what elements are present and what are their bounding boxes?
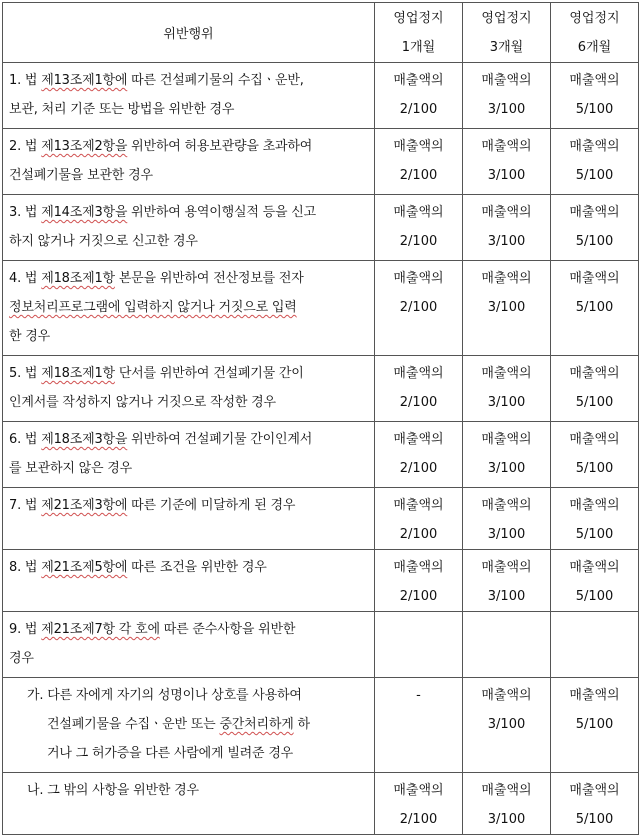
penalty-6-month: 매출액의 5/100 [551,129,639,195]
penalty-6-month: 매출액의 5/100 [551,678,639,773]
penalty-6-month: 매출액의 5/100 [551,63,639,129]
penalty-6-month: 매출액의 5/100 [551,422,639,488]
penalty-3-month: 매출액의 3/100 [463,773,551,835]
table-row [3,550,639,612]
penalty-3-month: 매출액의 3/100 [463,63,551,129]
penalty-1-month: 매출액의 2/100 [375,422,463,488]
penalty-1-month: - [375,678,463,773]
violation-cell: 7. 법 제21조제3항에 따른 기준에 미달하게 된 경우 [3,488,375,550]
penalty-3-month: 매출액의 3/100 [463,488,551,550]
violation-cell: 5. 법 제18조제1항 단서를 위반하여 건설폐기물 간이 인계서를 작성하지 않거나 거짓으로 작성한 경우 [3,356,375,422]
violation-cell-sub-b: 나. 그 밖의 사항을 위반한 경우 [3,773,375,835]
table-row [3,678,639,773]
penalty-6-month: 매출액의 5/100 [551,550,639,612]
penalty-3-month: 매출액의 3/100 [463,129,551,195]
table-row [3,261,639,356]
violation-cell: 8. 법 제21조제5항에 따른 조건을 위반한 경우 [3,550,375,612]
table-row [3,422,639,488]
violation-cell-sub-a: 가. 다른 자에게 자기의 성명이나 상호를 사용하여 건설폐기물을 수집ㆍ운반 또는 중간처리하게 하 거나 그 허가증을 다른 사람에게 빌려준 경우 [3,678,375,773]
penalty-6-month: 매출액의 5/100 [551,488,639,550]
penalty-table [2,2,639,835]
violation-cell: 4. 법 제18조제1항 본문을 위반하여 전산정보를 전자 정보처리프로그램에 입력하지 않거나 거짓으로 입력 한 경우 [3,261,375,356]
penalty-3-month: 매출액의 3/100 [463,678,551,773]
penalty-3-month: 매출액의 3/100 [463,195,551,261]
table-row [3,129,639,195]
penalty-3-month: 매출액의 3/100 [463,422,551,488]
table-row [3,612,639,678]
header-period-3: 영업정지 3개월 [463,3,551,63]
table-row [3,488,639,550]
penalty-6-month: 매출액의 5/100 [551,195,639,261]
penalty-1-month: 매출액의 2/100 [375,488,463,550]
penalty-3-month: 매출액의 3/100 [463,550,551,612]
penalty-1-month: 매출액의 2/100 [375,356,463,422]
penalty-6-month: 매출액의 5/100 [551,773,639,835]
penalty-6-month: 매출액의 5/100 [551,261,639,356]
header-row [3,3,639,63]
penalty-3-month-empty [463,612,551,678]
table-row [3,63,639,129]
penalty-1-month: 매출액의 2/100 [375,550,463,612]
penalty-1-month: 매출액의 2/100 [375,773,463,835]
penalty-6-month-empty [551,612,639,678]
penalty-3-month: 매출액의 3/100 [463,356,551,422]
penalty-1-month: 매출액의 2/100 [375,63,463,129]
table-row [3,356,639,422]
penalty-1-month-empty [375,612,463,678]
violation-cell: 1. 법 제13조제1항에 따른 건설폐기물의 수집ㆍ운반, 보관, 처리 기준 또는 방법을 위반한 경우 [3,63,375,129]
violation-cell: 3. 법 제14조제3항을 위반하여 용역이행실적 등을 신고 하지 않거나 거짓으로 신고한 경우 [3,195,375,261]
header-period-1: 영업정지 1개월 [375,3,463,63]
header-violation: 위반행위 [3,3,375,63]
penalty-1-month: 매출액의 2/100 [375,129,463,195]
penalty-1-month: 매출액의 2/100 [375,195,463,261]
table-row [3,195,639,261]
violation-cell: 9. 법 제21조제7항 각 호에 따른 준수사항을 위반한 경우 [3,612,375,678]
penalty-1-month: 매출액의 2/100 [375,261,463,356]
penalty-6-month: 매출액의 5/100 [551,356,639,422]
violation-cell: 6. 법 제18조제3항을 위반하여 건설폐기물 간이인계서 를 보관하지 않은 경우 [3,422,375,488]
header-period-6: 영업정지 6개월 [551,3,639,63]
penalty-3-month: 매출액의 3/100 [463,261,551,356]
violation-cell: 2. 법 제13조제2항을 위반하여 허용보관량을 초과하여 건설폐기물을 보관한 경우 [3,129,375,195]
table-row [3,773,639,835]
